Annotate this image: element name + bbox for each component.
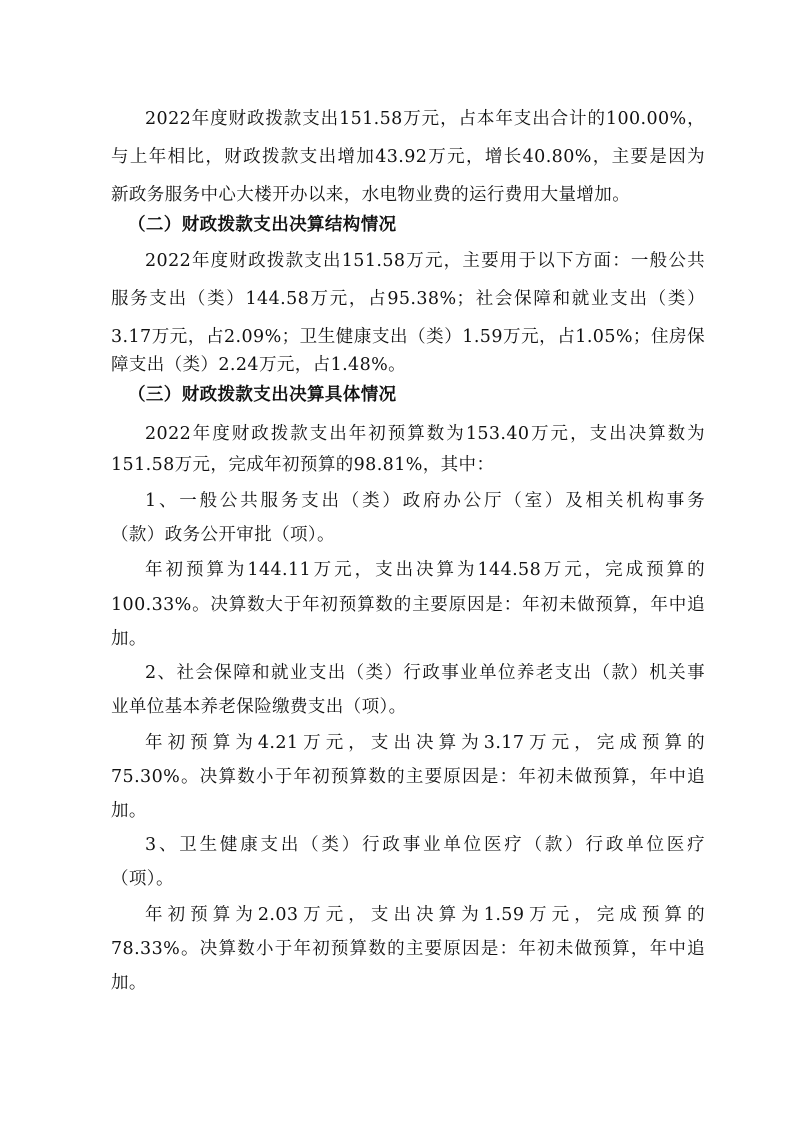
text-line: 新政务服务中心大楼开办以来，水电物业费的运行费用大量增加。 xyxy=(111,185,631,205)
text-line: 151.58万元，完成年初预算的98.81%，其中： xyxy=(111,455,495,475)
item-title-line: 3、卫生健康支出（类）行政事业单位医疗（款）行政单位医疗 xyxy=(145,835,705,855)
text-line: 加。 xyxy=(111,801,147,821)
item-title-line: 业单位基本养老保险缴费支出（项）。 xyxy=(111,697,407,717)
text-line: 78.33%。决算数小于年初预算数的主要原因是：年初未做预算，年中追 xyxy=(111,939,705,959)
text-line: 加。 xyxy=(111,629,147,649)
text-line: 加。 xyxy=(111,973,147,993)
text-line: 年初预算为2.03万元，支出决算为1.59万元，完成预算的 xyxy=(145,905,705,925)
item-title-line: （款）政务公开审批（项）。 xyxy=(111,525,335,545)
text-line: 100.33%。决算数大于年初预算数的主要原因是：年初未做预算，年中追 xyxy=(111,595,705,615)
section-heading-structure: （二）财政拨款支出决算结构情况 xyxy=(128,215,397,235)
text-line: 障支出（类）2.24万元，占1.48%。 xyxy=(111,355,407,375)
text-line: 75.30%。决算数小于年初预算数的主要原因是：年初未做预算，年中追 xyxy=(111,767,705,787)
text-line: 3.17万元，占2.09%；卫生健康支出（类）1.59万元，占1.05%；住房保 xyxy=(111,327,705,347)
item-title-line: 2、社会保障和就业支出（类）行政事业单位养老支出（款）机关事 xyxy=(145,663,705,683)
text-line: 2022年度财政拨款支出151.58万元，占本年支出合计的100.00%， xyxy=(145,109,705,129)
text-line: 与上年相比，财政拨款支出增加43.92万元，增长40.80%，主要是因为 xyxy=(111,147,705,167)
text-line: 年初预算为144.11万元，支出决算为144.58万元，完成预算的 xyxy=(145,560,705,580)
text-line: 2022年度财政拨款支出151.58万元，主要用于以下方面：一般公共 xyxy=(145,251,705,271)
text-line: 2022年度财政拨款支出年初预算数为153.40万元，支出决算数为 xyxy=(145,424,705,444)
text-line: 年初预算为4.21万元，支出决算为3.17万元，完成预算的 xyxy=(145,733,705,753)
item-title-line: 1、一般公共服务支出（类）政府办公厅（室）及相关机构事务 xyxy=(145,491,705,511)
section-heading-details: （三）财政拨款支出决算具体情况 xyxy=(128,385,397,405)
item-title-line: （项）。 xyxy=(111,869,174,889)
text-line: 服务支出（类）144.58万元，占95.38%；社会保障和就业支出（类） xyxy=(111,289,705,309)
